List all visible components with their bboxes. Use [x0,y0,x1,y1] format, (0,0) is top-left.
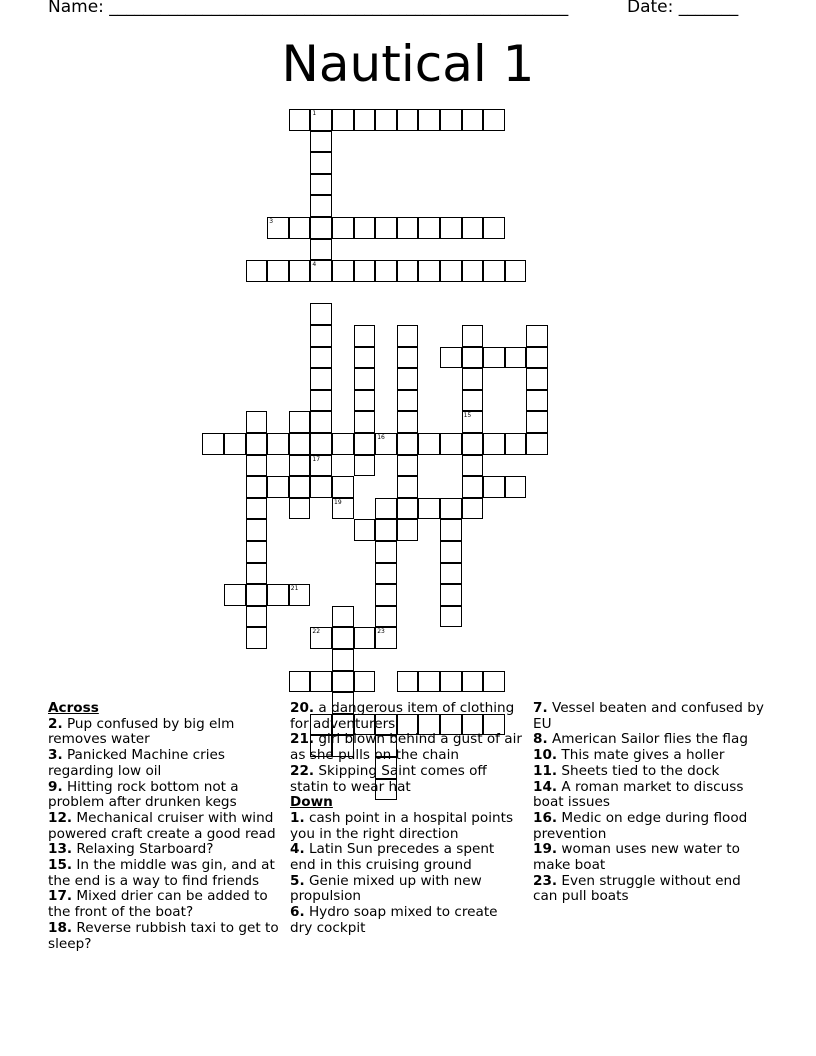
grid-cell[interactable] [289,584,311,606]
grid-cell[interactable] [332,433,354,455]
grid-cell[interactable] [397,411,419,433]
grid-cell[interactable] [505,260,527,282]
clue-item-text: Vessel beaten and confused by EU [533,700,764,732]
clue-item-number: 5. [290,872,305,889]
clue-item-number: 15. [48,857,73,874]
clue-item-number: 10. [533,747,558,764]
grid-cell[interactable] [332,649,354,671]
grid-cell[interactable] [310,433,332,455]
clue-item [533,764,765,780]
grid-cell[interactable] [289,411,311,433]
clue-item-number: 14. [533,778,558,795]
clue-item [48,748,280,779]
grid-cell[interactable] [375,563,397,585]
grid-cell[interactable] [505,347,527,369]
grid-cell[interactable] [332,606,354,628]
across-clue-list [48,717,280,953]
grid-cell[interactable] [354,671,376,693]
grid-cell[interactable] [440,606,462,628]
grid-cell[interactable] [397,347,419,369]
grid-cell[interactable] [354,260,376,282]
grid-cell[interactable] [354,368,376,390]
grid-cell[interactable] [310,217,332,239]
clue-item-number: 7. [533,700,548,716]
grid-cell[interactable] [375,260,397,282]
grid-cell[interactable] [397,368,419,390]
across-heading: Across [48,700,99,716]
grid-cell[interactable] [526,433,548,455]
grid-cell[interactable] [397,519,419,541]
clue-item-number: 20. [290,700,315,716]
clue-item [290,811,522,842]
grid-cell[interactable] [526,368,548,390]
grid-cell[interactable] [332,498,354,520]
grid-cell[interactable] [483,109,505,131]
clue-item [48,780,280,811]
grid-cell[interactable] [202,433,224,455]
clue-item-number: 13. [48,841,73,858]
clue-item-number: 1. [290,809,305,826]
grid-cell[interactable] [440,671,462,693]
clue-item [533,780,765,811]
grid-cell[interactable] [246,584,268,606]
clue-number: 16 [377,434,385,441]
clue-item [533,811,765,842]
clue-item [48,717,280,748]
clue-item [533,842,765,873]
grid-cell[interactable] [440,260,462,282]
grid-cell[interactable] [354,455,376,477]
clue-item [48,921,280,952]
grid-cell[interactable] [310,390,332,412]
grid-cell[interactable] [354,411,376,433]
grid-cell[interactable] [310,671,332,693]
grid-cell[interactable] [310,239,332,261]
grid-cell[interactable] [375,627,397,649]
clue-item-text: a dangerous item of clothing for adventurers [290,700,515,732]
clue-item [533,748,765,764]
clue-item-number: 16. [533,809,558,826]
clue-item-number: 9. [48,778,63,795]
clue-item [290,842,522,873]
clue-item [48,889,280,920]
clue-item-number: 17. [48,888,73,905]
clue-item-text: Latin Sun precedes a spent end in this cruising ground [290,841,495,874]
clue-item-number: 12. [48,809,73,826]
grid-cell[interactable] [483,671,505,693]
clue-item-number: 21. [290,731,315,748]
grid-cell[interactable] [462,671,484,693]
clue-item [290,874,522,905]
clue-number: 19 [334,498,342,506]
clue-number: 21 [290,585,299,593]
grid-cell[interactable] [462,476,484,498]
grid-cell[interactable] [354,433,376,455]
grid-cell[interactable] [354,217,376,239]
grid-cell[interactable] [526,325,548,347]
grid-cell[interactable] [246,433,268,455]
clue-number: 4 [312,261,317,269]
clue-number: 3 [269,218,274,225]
date-label: Date: _______ [627,0,739,17]
grid-cell[interactable] [418,109,440,131]
grid-cell[interactable] [526,347,548,369]
grid-cell[interactable] [375,606,397,628]
clue-item-number: 23. [533,872,558,889]
grid-cell[interactable] [397,671,419,693]
grid-cell[interactable] [483,476,505,498]
clue-item-text: In the middle was gin, and at the end is a way to find friends [48,857,275,889]
grid-cell[interactable] [332,260,354,282]
grid-cell[interactable] [310,411,332,433]
grid-cell[interactable] [418,433,440,455]
clue-item-number: 2. [48,715,63,732]
grid-cell[interactable] [289,498,311,520]
grid-cell[interactable] [397,260,419,282]
clue-item [533,701,765,732]
grid-cell[interactable] [440,217,462,239]
grid-cell[interactable] [462,368,484,390]
grid-cell[interactable] [462,109,484,131]
clue-item [48,842,280,858]
grid-cell[interactable] [418,217,440,239]
grid-cell[interactable] [310,627,332,649]
grid-cell[interactable] [375,217,397,239]
grid-cell[interactable] [289,455,311,477]
grid-cell[interactable] [505,476,527,498]
grid-cell[interactable] [332,627,354,649]
clue-item-number: 4. [290,841,305,858]
clue-item-text: Relaxing Starboard? [72,841,214,858]
clue-item-number: 18. [48,919,73,936]
grid-cell[interactable] [483,260,505,282]
grid-cell[interactable] [418,498,440,520]
grid-cell[interactable] [310,131,332,153]
clue-item-text: American Sailor flies the flag [547,731,748,748]
grid-cell[interactable] [397,217,419,239]
grid-cell[interactable] [224,584,246,606]
clue-item-text: This mate gives a holler [557,747,725,764]
down-clue-list-cont [533,701,765,905]
grid-cell[interactable] [375,109,397,131]
grid-cell[interactable] [526,411,548,433]
clues-column-2 [290,701,522,937]
grid-cell[interactable] [440,433,462,455]
clue-item-text: Pup confused by big elm removes water [48,715,235,748]
name-label: Name: ______________________________________________________ [48,0,569,17]
grid-cell[interactable] [246,411,268,433]
grid-cell[interactable] [440,563,462,585]
clue-item-text: Medic on edge during flood prevention [533,809,748,842]
grid-cell[interactable] [289,671,311,693]
down-heading: Down [290,794,333,811]
grid-cell[interactable] [462,217,484,239]
grid-cell[interactable] [462,325,484,347]
clue-item [290,732,522,763]
clue-item [290,701,522,732]
grid-cell[interactable] [246,476,268,498]
clue-number: 22 [312,628,321,636]
grid-cell[interactable] [397,433,419,455]
grid-cell[interactable] [332,476,354,498]
grid-cell[interactable] [354,519,376,541]
down-clue-list [290,811,522,937]
clue-item-text: Genie mixed up with new propulsion [290,872,482,905]
grid-cell[interactable] [310,368,332,390]
grid-cell[interactable] [397,325,419,347]
clue-item-text: Even struggle without end can pull boats [533,872,741,905]
grid-cell[interactable] [526,390,548,412]
clue-number: 23 [377,628,385,636]
clue-item-text: Skipping Saint comes off statin to wear hat [290,762,487,795]
across-clue-list-cont [290,701,522,795]
grid-cell[interactable] [224,433,246,455]
grid-cell[interactable] [289,217,311,239]
grid-cell[interactable] [354,627,376,649]
grid-cell[interactable] [440,109,462,131]
grid-cell[interactable] [462,390,484,412]
grid-cell[interactable] [310,174,332,196]
clue-item-text: Mixed drier can be added to the front of the boat? [48,888,268,921]
grid-cell[interactable] [375,433,397,455]
grid-cell[interactable] [505,433,527,455]
clue-item-text: A roman market to discuss boat issues [533,778,744,811]
grid-cell[interactable] [462,433,484,455]
grid-cell[interactable] [246,519,268,541]
clue-number: 1 [312,110,317,117]
grid-cell[interactable] [375,541,397,563]
grid-cell[interactable] [440,498,462,520]
grid-cell[interactable] [332,109,354,131]
grid-cell[interactable] [267,217,289,239]
clue-item-text: Panicked Machine cries regarding low oil [48,747,225,779]
clue-item-text: Hydro soap mixed to create dry cockpit [290,904,498,936]
clue-item-number: 11. [533,762,558,779]
grid-cell[interactable] [354,390,376,412]
clue-item-number: 22. [290,762,315,779]
grid-cell[interactable] [354,325,376,347]
grid-cell[interactable] [267,433,289,455]
grid-cell[interactable] [246,563,268,585]
grid-cell[interactable] [462,260,484,282]
grid-cell[interactable] [483,347,505,369]
grid-cell[interactable] [354,109,376,131]
grid-cell[interactable] [354,347,376,369]
clue-item-number: 8. [533,731,548,748]
grid-cell[interactable] [310,303,332,325]
grid-cell[interactable] [310,325,332,347]
grid-cell[interactable] [483,217,505,239]
grid-cell[interactable] [267,476,289,498]
clue-item-text: Hitting rock bottom not a problem after drunken kegs [48,778,239,811]
grid-cell[interactable] [310,260,332,282]
grid-cell[interactable] [418,260,440,282]
grid-cell[interactable] [440,347,462,369]
grid-cell[interactable] [440,519,462,541]
grid-cell[interactable] [397,390,419,412]
grid-cell[interactable] [289,260,311,282]
clue-item [290,905,522,936]
grid-cell[interactable] [289,109,311,131]
grid-cell[interactable] [267,584,289,606]
clue-item-number: 19. [533,841,558,858]
grid-cell[interactable] [267,260,289,282]
grid-cell[interactable] [462,411,484,433]
grid-cell[interactable] [246,606,268,628]
grid-cell[interactable] [246,455,268,477]
clues-column-3 [533,701,765,905]
clue-item-text: cash point in a hospital points you in the right direction [290,809,514,842]
clue-item-text: Mechanical cruiser with wind powered craft create a good read [48,809,276,842]
grid-cell[interactable] [310,152,332,174]
clue-number: 15 [463,412,472,420]
grid-cell[interactable] [246,627,268,649]
clue-item-text: girl blown behind a gust of air as she pulls on the chain [290,731,522,764]
clue-item-text: Sheets tied to the dock [557,762,720,779]
puzzle-title: Nautical 1 [281,35,535,93]
grid-cell[interactable] [332,217,354,239]
grid-cell[interactable] [462,498,484,520]
clue-item [533,732,765,748]
grid-cell[interactable] [375,498,397,520]
grid-cell[interactable] [246,498,268,520]
grid-cell[interactable] [397,455,419,477]
grid-cell[interactable] [310,347,332,369]
clue-item-text: Reverse rubbish taxi to get to sleep? [48,919,279,952]
clue-item-number: 6. [290,904,305,921]
grid-cell[interactable] [375,519,397,541]
grid-cell[interactable] [289,433,311,455]
grid-cell[interactable] [483,433,505,455]
grid-cell[interactable] [246,260,268,282]
clue-item [48,858,280,889]
grid-cell[interactable] [310,455,332,477]
clues-column-1 [48,701,280,952]
grid-cell[interactable] [375,584,397,606]
grid-cell[interactable] [246,541,268,563]
clue-item-number: 3. [48,747,63,764]
grid-cell[interactable] [462,455,484,477]
grid-cell[interactable] [332,671,354,693]
clue-item [290,764,522,795]
grid-cell[interactable] [289,476,311,498]
grid-cell[interactable] [397,476,419,498]
grid-cell[interactable] [440,541,462,563]
grid-cell[interactable] [397,109,419,131]
grid-cell[interactable] [310,109,332,131]
clue-item [48,811,280,842]
grid-cell[interactable] [440,584,462,606]
grid-cell[interactable] [310,476,332,498]
grid-cell[interactable] [397,498,419,520]
clue-item [533,874,765,905]
clue-item-text: woman uses new water to make boat [533,841,740,874]
grid-cell[interactable] [310,195,332,217]
grid-cell[interactable] [418,671,440,693]
grid-cell[interactable] [462,347,484,369]
clue-number: 17 [312,455,321,463]
